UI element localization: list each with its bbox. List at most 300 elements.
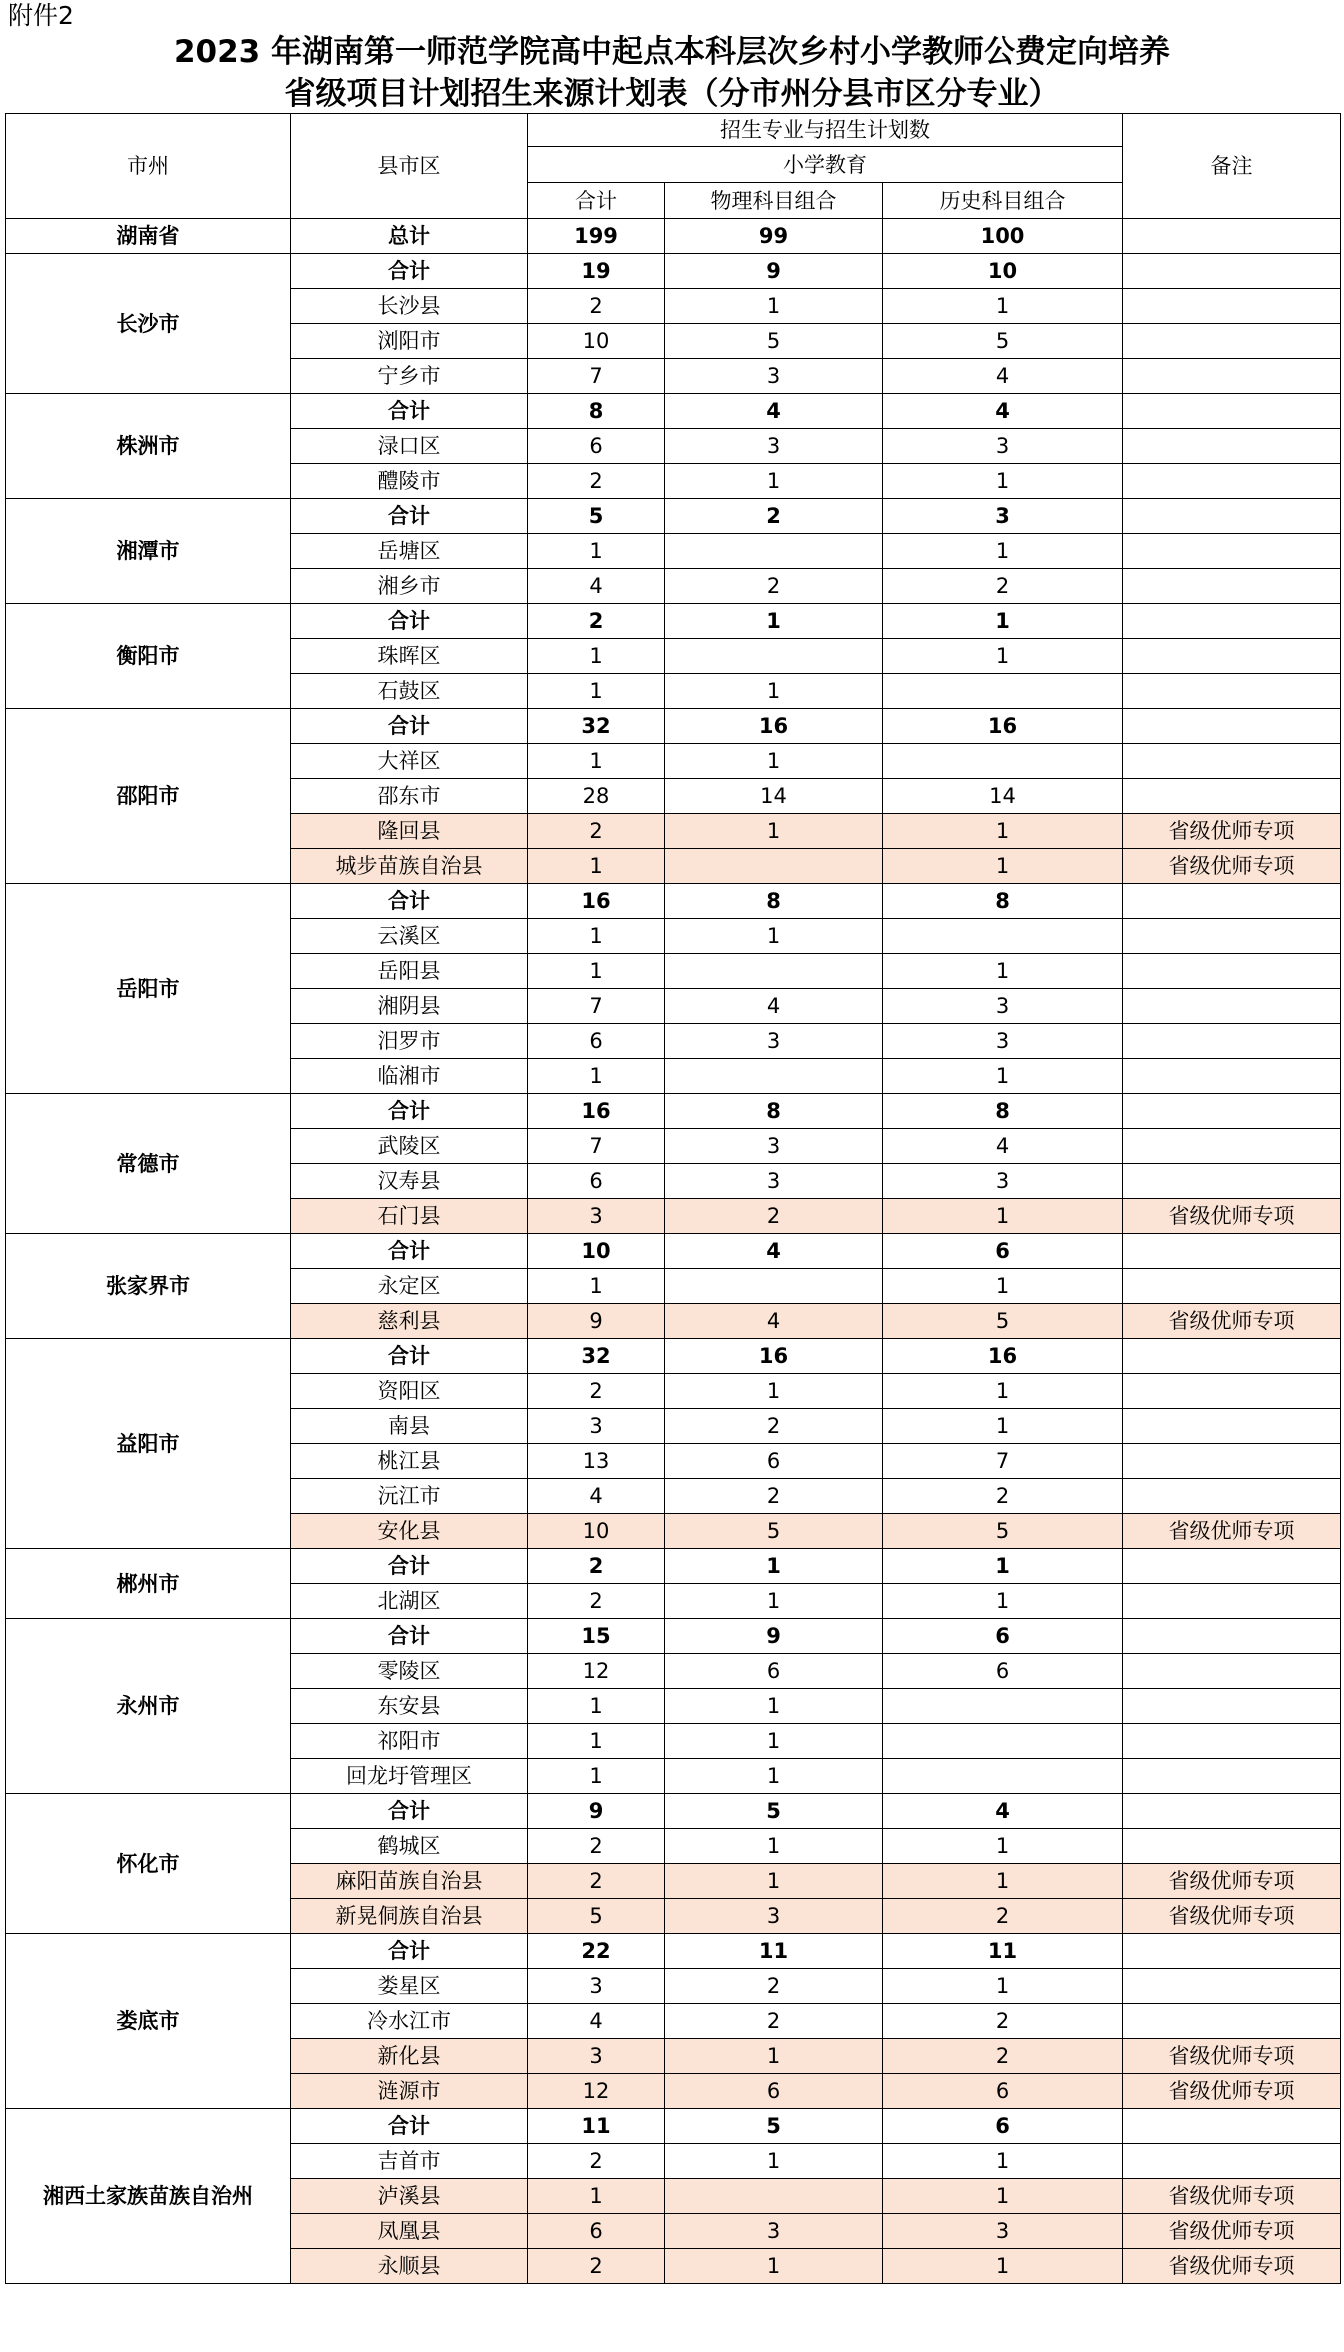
note-cell (1123, 1759, 1341, 1794)
county-cell: 合计 (291, 1549, 528, 1584)
note-cell (1123, 1724, 1341, 1759)
physics-cell (665, 849, 883, 884)
history-cell: 3 (883, 1164, 1123, 1199)
note-cell (1123, 2004, 1341, 2039)
physics-cell: 1 (665, 1374, 883, 1409)
history-cell (883, 1724, 1123, 1759)
city-cell: 湘潭市 (6, 499, 291, 604)
history-cell (883, 744, 1123, 779)
history-cell: 1 (883, 1409, 1123, 1444)
note-cell (1123, 289, 1341, 324)
physics-cell: 1 (665, 289, 883, 324)
history-cell: 6 (883, 1234, 1123, 1269)
county-cell: 湘乡市 (291, 569, 528, 604)
physics-cell: 3 (665, 1164, 883, 1199)
note-cell (1123, 1444, 1341, 1479)
total-cell: 16 (528, 1094, 665, 1129)
county-cell: 邵东市 (291, 779, 528, 814)
history-cell: 11 (883, 1934, 1123, 1969)
history-cell: 6 (883, 1619, 1123, 1654)
total-cell: 3 (528, 1409, 665, 1444)
note-cell: 省级优师专项 (1123, 2249, 1341, 2284)
total-cell: 10 (528, 324, 665, 359)
city-cell: 常德市 (6, 1094, 291, 1234)
total-cell: 6 (528, 429, 665, 464)
county-cell: 合计 (291, 499, 528, 534)
header-county: 县市区 (291, 114, 528, 219)
total-cell: 2 (528, 814, 665, 849)
total-cell: 32 (528, 709, 665, 744)
total-cell: 1 (528, 849, 665, 884)
history-cell: 3 (883, 499, 1123, 534)
history-cell: 2 (883, 1479, 1123, 1514)
county-cell: 合计 (291, 1339, 528, 1374)
total-cell: 2 (528, 1584, 665, 1619)
physics-cell: 1 (665, 1549, 883, 1584)
history-cell: 5 (883, 1304, 1123, 1339)
county-cell: 回龙圩管理区 (291, 1759, 528, 1794)
total-cell: 2 (528, 289, 665, 324)
note-cell (1123, 1654, 1341, 1689)
note-cell (1123, 1094, 1341, 1129)
note-cell (1123, 254, 1341, 289)
physics-cell: 16 (665, 709, 883, 744)
note-cell (1123, 779, 1341, 814)
physics-cell: 1 (665, 2249, 883, 2284)
table-row (6, 1794, 1341, 1829)
history-cell: 1 (883, 604, 1123, 639)
total-cell: 4 (528, 2004, 665, 2039)
physics-cell: 8 (665, 884, 883, 919)
city-cell: 娄底市 (6, 1934, 291, 2109)
county-cell: 祁阳市 (291, 1724, 528, 1759)
county-cell: 浏阳市 (291, 324, 528, 359)
physics-cell (665, 1059, 883, 1094)
note-cell (1123, 394, 1341, 429)
total-cell: 7 (528, 989, 665, 1024)
total-cell: 9 (528, 1794, 665, 1829)
grand-total-history: 100 (883, 219, 1123, 254)
county-cell: 岳阳县 (291, 954, 528, 989)
county-cell: 岳塘区 (291, 534, 528, 569)
city-cell: 益阳市 (6, 1339, 291, 1549)
physics-cell: 6 (665, 1654, 883, 1689)
note-cell (1123, 639, 1341, 674)
total-cell: 7 (528, 1129, 665, 1164)
note-cell: 省级优师专项 (1123, 1199, 1341, 1234)
county-cell: 合计 (291, 1934, 528, 1969)
county-cell: 慈利县 (291, 1304, 528, 1339)
total-cell: 5 (528, 1899, 665, 1934)
table-row (6, 394, 1341, 429)
physics-cell: 4 (665, 1234, 883, 1269)
note-cell (1123, 499, 1341, 534)
total-cell: 7 (528, 359, 665, 394)
history-cell: 6 (883, 1654, 1123, 1689)
note-cell (1123, 1269, 1341, 1304)
county-cell: 城步苗族自治县 (291, 849, 528, 884)
county-cell: 吉首市 (291, 2144, 528, 2179)
county-cell: 临湘市 (291, 1059, 528, 1094)
page-title-line2: 省级项目计划招生来源计划表（分市州分县市区分专业） (284, 76, 1060, 112)
note-cell: 省级优师专项 (1123, 1514, 1341, 1549)
city-cell: 张家界市 (6, 1234, 291, 1339)
header-history: 历史科目组合 (883, 183, 1123, 219)
county-cell: 东安县 (291, 1689, 528, 1724)
table-row (6, 884, 1341, 919)
physics-cell: 8 (665, 1094, 883, 1129)
note-cell: 省级优师专项 (1123, 814, 1341, 849)
note-cell (1123, 429, 1341, 464)
city-cell: 邵阳市 (6, 709, 291, 884)
note-cell: 省级优师专项 (1123, 1304, 1341, 1339)
note-cell (1123, 1059, 1341, 1094)
history-cell: 1 (883, 289, 1123, 324)
physics-cell: 1 (665, 1689, 883, 1724)
total-cell: 13 (528, 1444, 665, 1479)
physics-cell: 5 (665, 1794, 883, 1829)
physics-cell: 14 (665, 779, 883, 814)
total-cell: 6 (528, 1164, 665, 1199)
county-cell: 醴陵市 (291, 464, 528, 499)
total-cell: 1 (528, 2179, 665, 2214)
table-row (6, 1549, 1341, 1584)
physics-cell: 1 (665, 2039, 883, 2074)
header-major: 小学教育 (528, 147, 1123, 183)
note-cell: 省级优师专项 (1123, 2074, 1341, 2109)
physics-cell: 1 (665, 1724, 883, 1759)
physics-cell (665, 954, 883, 989)
total-cell: 1 (528, 1269, 665, 1304)
table-row (6, 1234, 1341, 1269)
county-cell: 资阳区 (291, 1374, 528, 1409)
total-cell: 3 (528, 1969, 665, 2004)
note-cell (1123, 1409, 1341, 1444)
history-cell: 4 (883, 1794, 1123, 1829)
note-cell (1123, 1129, 1341, 1164)
history-cell: 2 (883, 1899, 1123, 1934)
total-cell: 10 (528, 1514, 665, 1549)
total-cell: 32 (528, 1339, 665, 1374)
total-cell: 1 (528, 674, 665, 709)
total-cell: 2 (528, 2249, 665, 2284)
note-cell: 省级优师专项 (1123, 2214, 1341, 2249)
total-cell: 3 (528, 2039, 665, 2074)
physics-cell: 3 (665, 429, 883, 464)
table-row (6, 709, 1341, 744)
note-cell (1123, 359, 1341, 394)
history-cell: 8 (883, 1094, 1123, 1129)
note-cell (1123, 1969, 1341, 2004)
county-cell: 汉寿县 (291, 1164, 528, 1199)
county-cell: 麻阳苗族自治县 (291, 1864, 528, 1899)
physics-cell: 5 (665, 2109, 883, 2144)
physics-cell (665, 534, 883, 569)
county-cell: 大祥区 (291, 744, 528, 779)
county-cell: 泸溪县 (291, 2179, 528, 2214)
physics-cell: 4 (665, 1304, 883, 1339)
total-cell: 5 (528, 499, 665, 534)
history-cell: 10 (883, 254, 1123, 289)
physics-cell: 2 (665, 1969, 883, 2004)
history-cell (883, 1759, 1123, 1794)
total-cell: 1 (528, 1689, 665, 1724)
physics-cell: 2 (665, 2004, 883, 2039)
history-cell: 1 (883, 849, 1123, 884)
physics-cell: 1 (665, 744, 883, 779)
city-cell: 衡阳市 (6, 604, 291, 709)
physics-cell: 2 (665, 1479, 883, 1514)
physics-cell: 2 (665, 569, 883, 604)
table-row (6, 1619, 1341, 1654)
page-title-line1: 2023 年湖南第一师范学院高中起点本科层次乡村小学教师公费定向培养 (173, 34, 1171, 70)
note-cell (1123, 534, 1341, 569)
history-cell: 1 (883, 2249, 1123, 2284)
table-row (6, 499, 1341, 534)
history-cell: 8 (883, 884, 1123, 919)
note-cell (1123, 954, 1341, 989)
county-cell: 鹤城区 (291, 1829, 528, 1864)
history-cell: 16 (883, 1339, 1123, 1374)
note-cell: 省级优师专项 (1123, 2179, 1341, 2214)
header-note: 备注 (1123, 114, 1341, 219)
physics-cell: 1 (665, 814, 883, 849)
physics-cell: 4 (665, 394, 883, 429)
county-cell: 桃江县 (291, 1444, 528, 1479)
county-cell: 合计 (291, 1619, 528, 1654)
physics-cell: 3 (665, 359, 883, 394)
total-cell: 15 (528, 1619, 665, 1654)
history-cell: 1 (883, 639, 1123, 674)
county-cell: 汨罗市 (291, 1024, 528, 1059)
note-cell: 省级优师专项 (1123, 1899, 1341, 1934)
county-cell: 隆回县 (291, 814, 528, 849)
note-cell (1123, 919, 1341, 954)
physics-cell: 6 (665, 1444, 883, 1479)
note-cell (1123, 1374, 1341, 1409)
header-plan-group: 招生专业与招生计划数 (528, 114, 1123, 147)
note-cell (1123, 1829, 1341, 1864)
note-cell (1123, 464, 1341, 499)
total-cell: 2 (528, 2144, 665, 2179)
physics-cell: 2 (665, 1409, 883, 1444)
history-cell: 1 (883, 1199, 1123, 1234)
physics-cell: 4 (665, 989, 883, 1024)
total-cell: 1 (528, 744, 665, 779)
total-cell: 2 (528, 604, 665, 639)
physics-cell: 1 (665, 1829, 883, 1864)
total-cell: 10 (528, 1234, 665, 1269)
physics-cell: 1 (665, 919, 883, 954)
history-cell: 5 (883, 324, 1123, 359)
table-row (6, 2109, 1341, 2144)
county-cell: 合计 (291, 394, 528, 429)
county-cell: 合计 (291, 1794, 528, 1829)
table-row (6, 1934, 1341, 1969)
city-cell: 岳阳市 (6, 884, 291, 1094)
table-row (6, 1094, 1341, 1129)
history-cell: 4 (883, 394, 1123, 429)
history-cell: 5 (883, 1514, 1123, 1549)
county-cell: 零陵区 (291, 1654, 528, 1689)
county-cell: 渌口区 (291, 429, 528, 464)
note-cell (1123, 674, 1341, 709)
history-cell: 3 (883, 429, 1123, 464)
history-cell: 2 (883, 2004, 1123, 2039)
county-cell: 冷水江市 (291, 2004, 528, 2039)
county-cell: 涟源市 (291, 2074, 528, 2109)
county-cell: 永顺县 (291, 2249, 528, 2284)
history-cell: 6 (883, 2109, 1123, 2144)
header-city: 市州 (6, 114, 291, 219)
county-cell: 娄星区 (291, 1969, 528, 2004)
total-cell: 9 (528, 1304, 665, 1339)
physics-cell: 11 (665, 1934, 883, 1969)
note-cell (1123, 1164, 1341, 1199)
physics-cell: 6 (665, 2074, 883, 2109)
total-cell: 3 (528, 1199, 665, 1234)
history-cell: 1 (883, 1269, 1123, 1304)
county-cell: 北湖区 (291, 1584, 528, 1619)
county-cell: 新晃侗族自治县 (291, 1899, 528, 1934)
county-cell: 长沙县 (291, 289, 528, 324)
total-cell: 4 (528, 569, 665, 604)
county-cell: 合计 (291, 884, 528, 919)
history-cell: 1 (883, 1584, 1123, 1619)
physics-cell: 5 (665, 1514, 883, 1549)
physics-cell: 5 (665, 324, 883, 359)
total-cell: 2 (528, 1374, 665, 1409)
county-cell: 石鼓区 (291, 674, 528, 709)
note-cell (1123, 744, 1341, 779)
county-cell: 合计 (291, 2109, 528, 2144)
total-cell: 16 (528, 884, 665, 919)
history-cell: 2 (883, 2039, 1123, 2074)
grand-total-note (1123, 219, 1341, 254)
total-cell: 2 (528, 1829, 665, 1864)
county-cell: 合计 (291, 604, 528, 639)
note-cell: 省级优师专项 (1123, 849, 1341, 884)
county-cell: 云溪区 (291, 919, 528, 954)
history-cell: 1 (883, 1864, 1123, 1899)
county-cell: 永定区 (291, 1269, 528, 1304)
note-cell (1123, 569, 1341, 604)
total-cell: 1 (528, 1724, 665, 1759)
history-cell: 6 (883, 2074, 1123, 2109)
city-cell: 永州市 (6, 1619, 291, 1794)
header-physics: 物理科目组合 (665, 183, 883, 219)
total-cell: 1 (528, 1759, 665, 1794)
table-row (6, 254, 1341, 289)
history-cell: 14 (883, 779, 1123, 814)
total-cell: 8 (528, 394, 665, 429)
total-cell: 28 (528, 779, 665, 814)
physics-cell: 1 (665, 1864, 883, 1899)
county-cell: 新化县 (291, 2039, 528, 2074)
table-row (6, 604, 1341, 639)
total-cell: 2 (528, 464, 665, 499)
note-cell (1123, 1934, 1341, 1969)
physics-cell: 1 (665, 464, 883, 499)
note-cell (1123, 1234, 1341, 1269)
grand-total-row (6, 219, 1341, 254)
county-cell: 合计 (291, 1094, 528, 1129)
history-cell: 3 (883, 2214, 1123, 2249)
total-cell: 19 (528, 254, 665, 289)
grand-total-total: 199 (528, 219, 665, 254)
history-cell: 16 (883, 709, 1123, 744)
note-cell (1123, 1024, 1341, 1059)
total-cell: 6 (528, 2214, 665, 2249)
note-cell (1123, 2144, 1341, 2179)
physics-cell: 3 (665, 1899, 883, 1934)
note-cell (1123, 1479, 1341, 1514)
history-cell: 2 (883, 569, 1123, 604)
header-row-1 (6, 114, 1341, 147)
note-cell (1123, 324, 1341, 359)
history-cell: 4 (883, 1129, 1123, 1164)
history-cell (883, 1689, 1123, 1724)
note-cell (1123, 1339, 1341, 1374)
history-cell: 7 (883, 1444, 1123, 1479)
history-cell: 3 (883, 989, 1123, 1024)
annex-label: 附件2 (8, 1, 74, 30)
physics-cell: 3 (665, 1024, 883, 1059)
grand-total-city: 湖南省 (6, 219, 291, 254)
physics-cell: 9 (665, 254, 883, 289)
plan-table (5, 113, 1341, 2284)
city-cell: 郴州市 (6, 1549, 291, 1619)
note-cell (1123, 604, 1341, 639)
note-cell: 省级优师专项 (1123, 1864, 1341, 1899)
county-cell: 合计 (291, 254, 528, 289)
history-cell: 1 (883, 954, 1123, 989)
county-cell: 南县 (291, 1409, 528, 1444)
county-cell: 石门县 (291, 1199, 528, 1234)
physics-cell (665, 1269, 883, 1304)
county-cell: 安化县 (291, 1514, 528, 1549)
physics-cell: 1 (665, 1584, 883, 1619)
note-cell (1123, 884, 1341, 919)
history-cell: 1 (883, 1549, 1123, 1584)
note-cell (1123, 709, 1341, 744)
history-cell: 1 (883, 1969, 1123, 2004)
physics-cell: 2 (665, 499, 883, 534)
physics-cell (665, 639, 883, 674)
total-cell: 6 (528, 1024, 665, 1059)
physics-cell: 3 (665, 1129, 883, 1164)
history-cell: 1 (883, 1374, 1123, 1409)
note-cell (1123, 989, 1341, 1024)
city-cell: 株洲市 (6, 394, 291, 499)
total-cell: 1 (528, 919, 665, 954)
history-cell: 4 (883, 359, 1123, 394)
physics-cell: 1 (665, 674, 883, 709)
history-cell: 1 (883, 2179, 1123, 2214)
history-cell (883, 919, 1123, 954)
history-cell: 1 (883, 464, 1123, 499)
county-cell: 宁乡市 (291, 359, 528, 394)
total-cell: 12 (528, 2074, 665, 2109)
total-cell: 1 (528, 639, 665, 674)
city-cell: 长沙市 (6, 254, 291, 394)
physics-cell: 9 (665, 1619, 883, 1654)
county-cell: 合计 (291, 1234, 528, 1269)
history-cell (883, 674, 1123, 709)
history-cell: 1 (883, 1059, 1123, 1094)
total-cell: 22 (528, 1934, 665, 1969)
note-cell: 省级优师专项 (1123, 2039, 1341, 2074)
